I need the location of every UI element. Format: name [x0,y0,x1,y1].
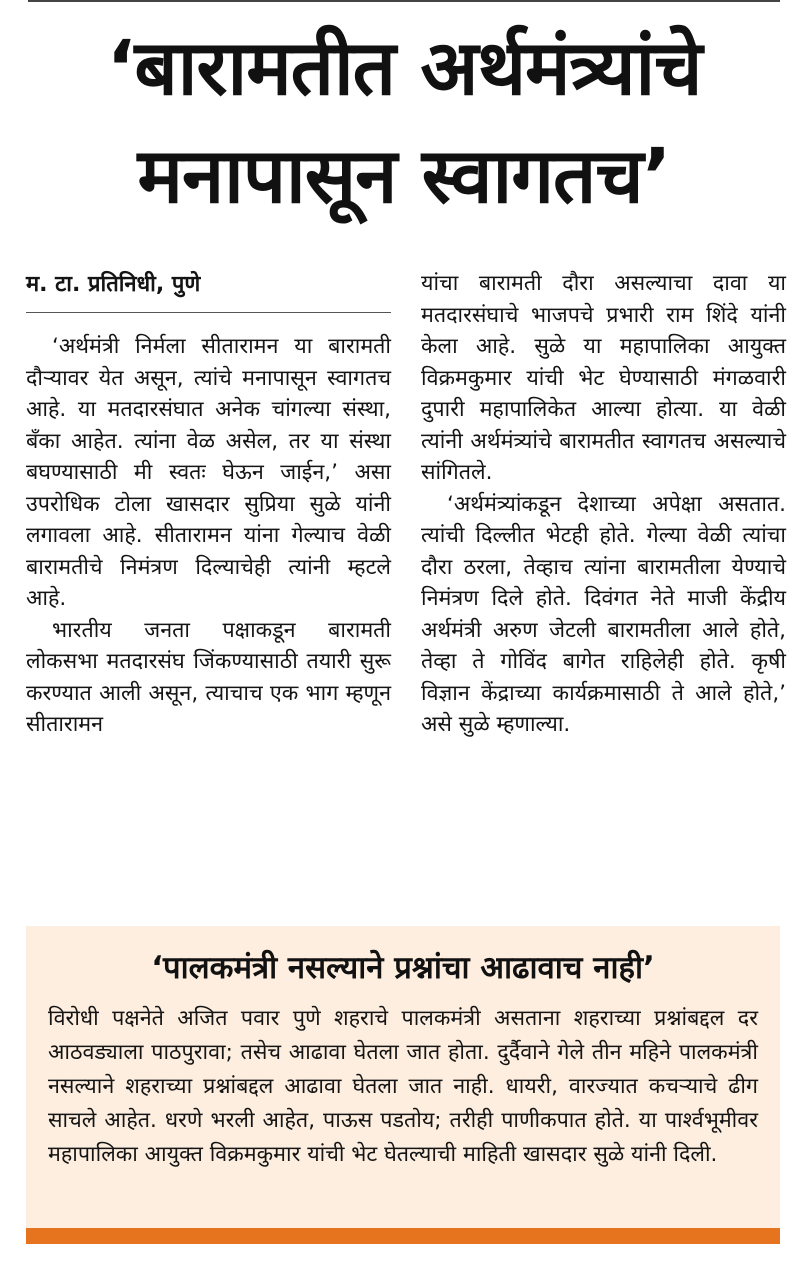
article-columns [26,268,786,908]
article-paragraph-3: ‘अर्थमंत्र्यांकडून देशाच्या अपेक्षा असतात. त्यांची दिल्लीत भेटही होते. गेल्या वेळी त्यांचा दौरा ठरला, तेव्हाच त्यांना बारामतीला येण्याचे निमंत्रण दिले होते. दिवंगत नेते माजी केंद्रीय अर्थमंत्री अरुण जेटली बारामतीला आले होते, तेव्हा ते गोविंद बागेत राहिलेही होते. कृषी विज्ञान केंद्राच्या कार्यक्रमासाठी ते आले होते,’ असे सुळे म्हणाल्या. [421,491,786,737]
sidebar-box-body: विरोधी पक्षनेते अजित पवार पुणे शहराचे पालकमंत्री असताना शहराच्या प्रश्नांबद्दल दर आठवड्याला पाठपुरावा; तसेच आढावा घेतला जात होता. दुर्दैवाने गेले तीन महिने पालकमंत्री नसल्याने शहराच्या प्रश्नांबद्दल आढावा घेतला जात नाही. धायरी, वारज्यात कचऱ्याचे ढीग साचले आहेत. धरणे भरली आहेत, पाऊस पडतोय; तरीही पाणीकपात होते. या पार्श्वभूमीवर महापालिका आयुक्त विक्रमकुमार यांची भेट घेतल्याची माहिती खासदार सुळे यांनी दिली. [48,1006,758,1167]
byline-divider [26,312,391,313]
headline-line-2: मनापासून स्वागतच’ [137,131,671,220]
sidebar-box [26,926,780,1244]
byline: म. टा. प्रतिनिधी, पुणे [26,272,201,297]
headline-line-1: ‘बारामतीत अर्थमंत्र्यांचे [106,23,702,112]
top-rule [28,0,780,2]
sidebar-box-title: ‘पालकमंत्री नसल्याने प्रश्नांचा आढावाच नाही’ [151,950,655,986]
article-column-right [421,268,786,908]
article-column-left [26,268,391,908]
article-paragraph-2: भारतीय जनता पक्षाकडून बारामती लोकसभा मतदारसंघ जिंकण्यासाठी तयारी सुरू करण्यात आली असून, त्याचाच एक भाग म्हणून सीतारामन [26,617,391,737]
article-paragraph-1: ‘अर्थमंत्री निर्मला सीतारामन या बारामती दौऱ्यावर येत असून, त्यांचे मनापासून स्वागतच आहे. या मतदारसंघात अनेक चांगल्या संस्था, बँका आहेत. त्यांना वेळ असेल, तर या संस्था बघण्यासाठी मी स्वतः घेऊन जाईन,’ असा उपरोधिक टोला खासदार सुप्रिया सुळे यांनी लगावला आहे. सीतारामन यांना गेल्याच वेळी बारामतीचे निमंत्रण दिल्याचेही त्यांनी म्हटले आहे. [26,334,391,611]
accent-bar [26,1228,780,1244]
headline [28,14,780,230]
article-paragraph-2-continued: यांचा बारामती दौरा असल्याचा दावा या मतदारसंघाचे भाजपचे प्रभारी राम शिंदे यांनी केला आहे. सुळे या महापालिका आयुक्त विक्रमकुमार यांची भेट घेण्यासाठी मंगळवारी दुपारी महापालिकेत आल्या होत्या. या वेळी त्यांनी अर्थमंत्र्यांचे बारामतीत स्वागतच असल्याचे सांगितले. [421,271,786,485]
